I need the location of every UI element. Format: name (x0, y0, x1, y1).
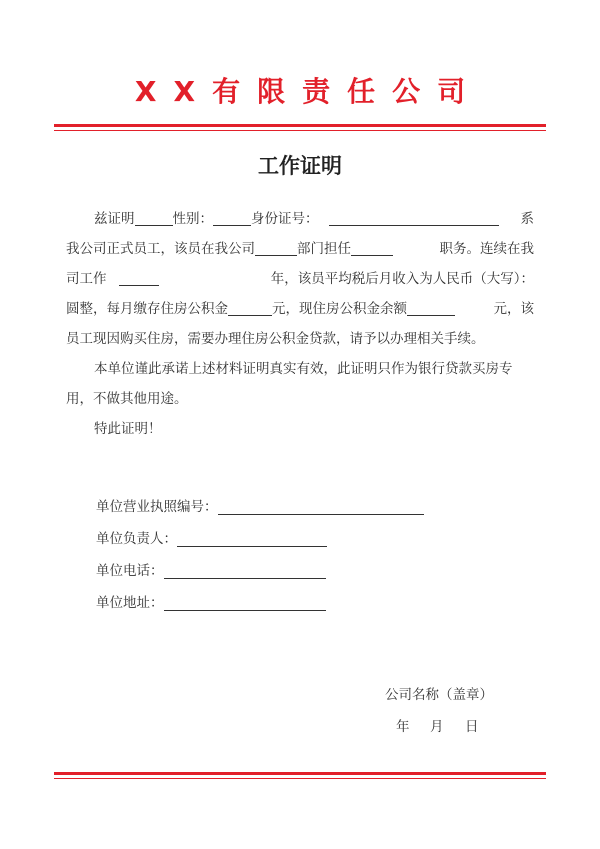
text-employee-of: 我公司正式员工，该员在我公司 (66, 241, 255, 257)
years-blank[interactable] (119, 269, 159, 286)
gender-blank[interactable] (213, 209, 251, 226)
position-blank[interactable] (351, 239, 393, 256)
label-gender: 性别： (172, 211, 213, 227)
field-address (96, 591, 326, 611)
body-line-8 (66, 414, 534, 444)
text-usage-limit: 用，不做其他用途。 (66, 391, 188, 407)
phone-label: 单位电话： (96, 563, 164, 579)
name-blank[interactable] (135, 209, 173, 226)
text-commitment: 本单位谨此承诺上述材料证明真实有效，此证明只作为银行贷款买房专 (94, 361, 513, 377)
body-line-4 (66, 294, 534, 324)
body-line-6 (66, 354, 534, 384)
footer-rule-thick (54, 772, 546, 775)
text-monthly-income: 年，该员平均税后月收入为人民币（大写）： (270, 271, 534, 287)
date-month: 月 (430, 719, 444, 735)
date-year: 年 (396, 719, 410, 735)
phone-line[interactable] (164, 562, 326, 579)
text-loan-request: 员工现因购买住房，需要办理住房公积金贷款，请予以办理相关手续。 (66, 331, 485, 347)
id-number-blank[interactable] (329, 209, 499, 226)
date-day: 日 (465, 719, 479, 735)
fund-balance-blank[interactable] (407, 299, 455, 316)
body-line-7 (66, 384, 534, 414)
text-position-continuous: 职务。连续在我 (439, 241, 534, 257)
footer-rule-thin (54, 778, 546, 779)
company-name-title: XX有限责任公司 (134, 75, 483, 108)
license-label: 单位营业执照编号： (96, 499, 218, 515)
label-id-number: 身份证号： (251, 211, 319, 227)
license-line[interactable] (218, 498, 424, 515)
text-certify: 兹证明 (94, 211, 135, 227)
field-phone (96, 559, 326, 579)
fund-monthly-blank[interactable] (228, 299, 272, 316)
text-work-for: 司工作 (66, 271, 107, 287)
address-line[interactable] (164, 594, 326, 611)
principal-line[interactable] (177, 530, 327, 547)
body-line-2 (66, 234, 534, 264)
department-blank[interactable] (255, 239, 297, 256)
principal-label: 单位负责人： (96, 531, 177, 547)
body-line-1 (66, 204, 534, 234)
field-principal (96, 527, 327, 547)
address-label: 单位地址： (96, 595, 164, 611)
text-fund-balance: 元，现住房公积金余额 (272, 301, 407, 317)
body-line-5 (66, 324, 534, 354)
header-rule-thick (54, 124, 546, 127)
document-title: 工作证明 (258, 154, 342, 178)
body-line-3 (66, 264, 534, 294)
text-is: 系 (520, 211, 534, 227)
text-hereby-certify: 特此证明！ (94, 421, 162, 437)
text-monthly-fund: 圆整，每月缴存住房公积金 (66, 301, 228, 317)
certificate-body (66, 204, 534, 444)
field-license (96, 495, 424, 515)
header-rule-thin (54, 130, 546, 131)
company-seal-label: 公司名称（盖章） (385, 687, 493, 703)
label-department-position: 部门担任 (297, 241, 351, 257)
text-yuan-the: 元，该 (493, 301, 534, 317)
